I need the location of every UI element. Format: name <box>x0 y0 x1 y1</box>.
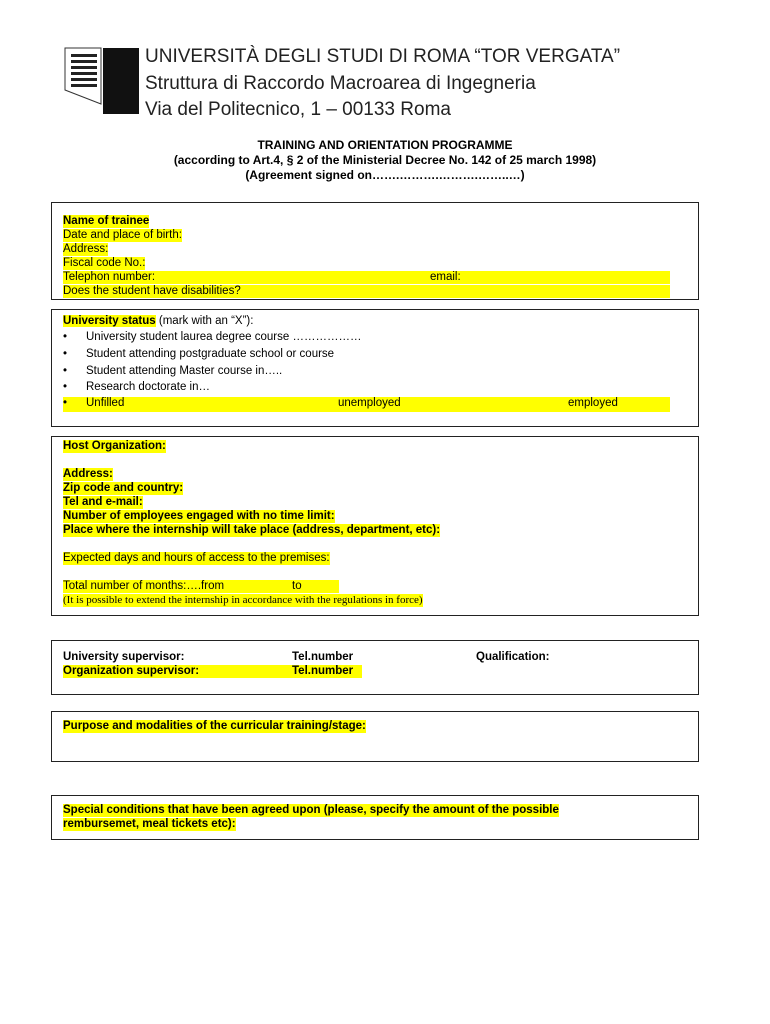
employees-label[interactable]: Number of employees engaged with no time limit: <box>63 510 335 522</box>
supervisors-section <box>51 640 699 695</box>
status-option[interactable]: Student attending postgraduate school or course <box>86 348 335 360</box>
status-option[interactable]: Research doctorate in… <box>86 381 211 393</box>
trainee-name-label[interactable]: Name of trainee <box>63 215 150 227</box>
extension-note: (It is possible to extend the internship in accordance with the regulations in force) <box>63 594 423 606</box>
birth-label[interactable]: Date and place of birth: <box>63 229 182 241</box>
months-field[interactable] <box>63 580 339 593</box>
decree-reference: (according to Art.4, § 2 of the Ministerial Decree No. 142 of 25 march 1998) <box>173 153 597 167</box>
fiscal-code-label[interactable]: Fiscal code No.: <box>63 257 146 269</box>
zip-code-label[interactable]: Zip code and country: <box>63 482 184 494</box>
document-title: TRAINING AND ORIENTATION PROGRAMME <box>257 138 513 152</box>
unemployed-option: unemployed <box>338 397 401 409</box>
status-heading <box>63 315 253 328</box>
expected-days-label[interactable]: Expected days and hours of access to the premises: <box>63 552 330 564</box>
months-to-label: to <box>292 580 302 592</box>
address-label[interactable]: Address: <box>63 243 109 255</box>
university-tel-label[interactable]: Tel.number <box>292 651 354 663</box>
bullet-icon: • <box>63 397 68 409</box>
university-address: Via del Politecnico, 1 – 00133 Roma <box>145 99 451 120</box>
tel-email-label[interactable]: Tel and e-mail: <box>63 496 143 508</box>
internship-place-label[interactable]: Place where the internship will take place (address, department, etc): <box>63 524 441 536</box>
university-name: UNIVERSITÀ DEGLI STUDI DI ROMA “TOR VERGATA” <box>145 46 621 67</box>
university-logo-icon <box>63 46 139 116</box>
organization-tel-label: Tel.number <box>292 665 354 677</box>
status-option[interactable]: Student attending Master course in….. <box>86 365 283 377</box>
qualification-label[interactable]: Qualification: <box>476 651 550 663</box>
unfilled-option: Unfilled <box>86 397 125 409</box>
special-conditions-label[interactable]: Special conditions that have been agreed upon (please, specify the amount of the possible <box>63 804 559 816</box>
purpose-label[interactable]: Purpose and modalities of the curricular training/stage: <box>63 720 366 732</box>
employment-row[interactable] <box>63 397 670 412</box>
special-conditions-label-cont[interactable]: rembursemet, meal tickets etc): <box>63 818 236 830</box>
telephone-field[interactable] <box>63 271 670 284</box>
host-title: Host Organization: <box>63 440 166 452</box>
disabilities-field[interactable]: Does the student have disabilities? <box>63 285 670 298</box>
host-organization-section <box>51 436 699 616</box>
bullet-icon: • <box>63 365 68 377</box>
email-label: email: <box>430 271 461 283</box>
organization-supervisor-label: Organization supervisor: <box>63 665 200 677</box>
status-option[interactable]: University student laurea degree course ……………… <box>86 331 362 343</box>
special-conditions-section <box>51 795 699 840</box>
organization-supervisor-field[interactable] <box>63 665 362 678</box>
telephone-label: Telephon number: <box>63 271 156 283</box>
university-supervisor-label[interactable]: University supervisor: <box>63 651 185 663</box>
months-from-label: Total number of months:….from <box>63 580 225 592</box>
bullet-icon: • <box>63 348 68 360</box>
status-label: University status <box>63 315 156 327</box>
structure-name: Struttura di Raccordo Macroarea di Ingegneria <box>145 73 536 94</box>
purpose-section <box>51 711 699 762</box>
agreement-signed-line: (Agreement signed on…….……….……….……..…) <box>245 168 525 182</box>
university-status-section <box>51 309 699 427</box>
bullet-icon: • <box>63 331 68 343</box>
status-hint: (mark with an “X”): <box>155 315 254 327</box>
bullet-icon: • <box>63 381 68 393</box>
host-address-label[interactable]: Address: <box>63 468 113 480</box>
employed-option: employed <box>568 397 618 409</box>
trainee-section <box>51 202 699 300</box>
